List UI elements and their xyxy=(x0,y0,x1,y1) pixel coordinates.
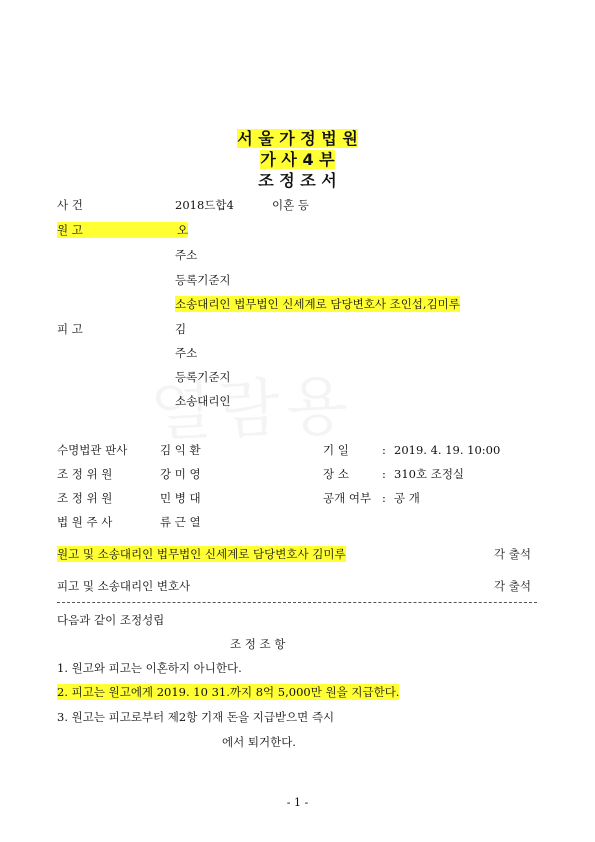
case-name: 이혼 등 xyxy=(272,198,309,212)
clause-item: 1. 원고와 피고는 이혼하지 아니한다. xyxy=(57,661,242,675)
plaintiff-address-label: 주소 xyxy=(175,248,198,262)
plaintiff-name xyxy=(175,222,188,238)
section-divider xyxy=(57,602,537,603)
official-role: 수명법관 판사 xyxy=(57,443,128,457)
official-name: 강 미 영 xyxy=(160,467,201,481)
division-name-text: 가 사 4 부 xyxy=(260,150,335,169)
session-public-label: 공개 여부 xyxy=(323,491,372,505)
attendance-party: 원고 및 소송대리인 법무법인 신세계로 담당변호사 김미루 xyxy=(57,547,346,561)
document-type-text: 조 정 조 서 xyxy=(258,171,337,190)
defendant-label: 피 고 xyxy=(57,322,83,336)
settlement-intro: 다음과 같이 조정성립 xyxy=(57,613,165,627)
session-date-label: 기 일 xyxy=(323,443,349,457)
clause-item: 2. 피고는 원고에게 2019. 10 31.까지 8억 5,000만 원을 지급한다. xyxy=(57,685,400,699)
document-type xyxy=(0,168,595,191)
court-name-text: 서 울 가 정 법 원 xyxy=(237,129,358,148)
defendant-registration-label: 등록기준지 xyxy=(175,370,231,384)
attendance-status: 각 출석 xyxy=(494,547,531,561)
session-place-label: 장 소 xyxy=(323,467,349,481)
session-date-value: 2019. 4. 19. 10:00 xyxy=(394,443,501,457)
session-public-value: 공 개 xyxy=(394,491,420,505)
defendant-agent-label: 소송대리인 xyxy=(175,394,231,408)
official-role: 조 정 위 원 xyxy=(57,491,113,505)
case-label: 사 건 xyxy=(57,198,83,212)
court-name xyxy=(0,126,595,149)
plaintiff-label: 원 고 xyxy=(57,222,187,238)
session-place-colon: : xyxy=(382,467,386,481)
official-role: 법 원 주 사 xyxy=(57,515,113,529)
official-name: 민 병 대 xyxy=(160,491,201,505)
session-date-colon: : xyxy=(382,443,386,457)
session-place-value: 310호 조정실 xyxy=(394,467,465,481)
plaintiff-name-text: 오 xyxy=(177,223,189,237)
official-name: 류 근 열 xyxy=(160,515,201,529)
page-number: - 1 - xyxy=(286,796,309,809)
plaintiff-agent: 소송대리인 법무법인 신세계로 담당변호사 조인섭,김미루 xyxy=(175,297,460,311)
plaintiff-registration-label: 등록기준지 xyxy=(175,273,231,287)
attendance-status: 각 출석 xyxy=(494,579,531,593)
defendant-name: 김 xyxy=(175,322,187,336)
clause-item: 3. 원고는 피고로부터 제2항 기재 돈을 지급받으면 즉시 xyxy=(57,710,335,724)
clause-item-continuation: 에서 퇴거한다. xyxy=(222,735,296,749)
defendant-address-label: 주소 xyxy=(175,346,198,360)
session-public-colon: : xyxy=(382,491,386,505)
case-number: 2018드합4 xyxy=(175,198,234,212)
attendance-party: 피고 및 소송대리인 변호사 xyxy=(57,579,191,593)
official-role: 조 정 위 원 xyxy=(57,467,113,481)
section-title: 조 정 조 항 xyxy=(230,637,286,651)
division-name xyxy=(0,147,595,170)
official-name: 김 익 환 xyxy=(160,443,201,457)
